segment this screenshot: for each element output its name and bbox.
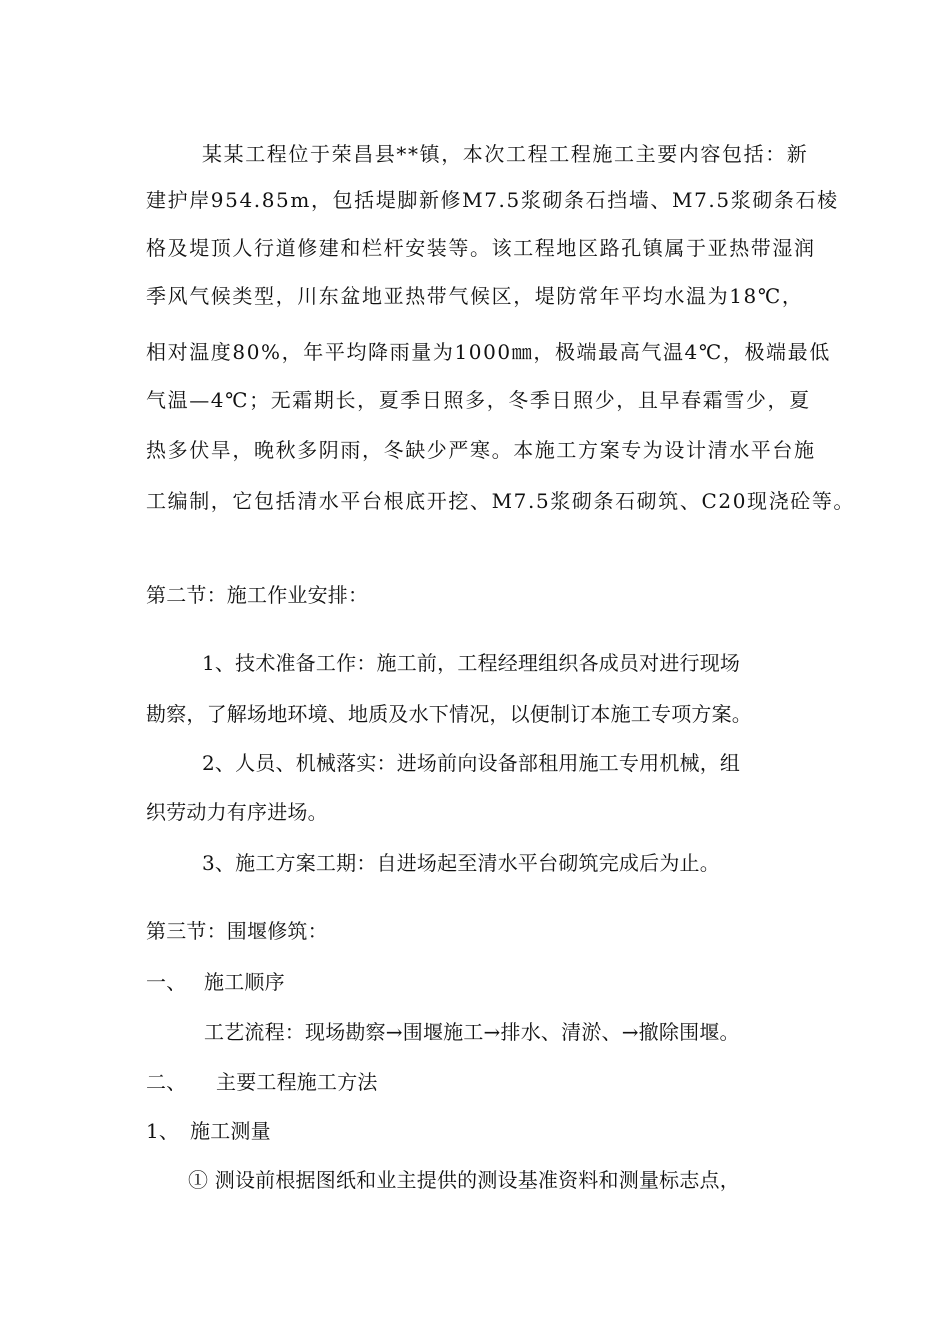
section-3-item-1-label: 1、 <box>146 1119 180 1143</box>
section-3-item-1-title: 施工测量 <box>190 1119 271 1143</box>
section-2-item-2-line-2: 织劳动力有序进场。 <box>146 800 328 824</box>
intro-line-5: 相对温度80%，年平均降雨量为1000㎜，极端最高气温4℃，极端最低 <box>146 340 831 364</box>
intro-line-4: 季风气候类型，川东盆地亚热带气候区，堤防常年平均水温为18℃， <box>146 284 804 308</box>
intro-line-8: 工编制，它包括清水平台根底开挖、M7.5浆砌条石砌筑、C20现浇砼等。 <box>146 489 856 513</box>
section-3-heading: 第三节：围堰修筑： <box>146 919 328 943</box>
section-3-process-flow: 工艺流程：现场勘察→围堰施工→排水、清淤、→撤除围堰。 <box>204 1020 740 1044</box>
section-2-heading: 第二节：施工作业安排： <box>146 583 369 607</box>
section-3-sub-1-label: 一、 <box>146 970 187 994</box>
section-3-bullet-1: ① 测设前根据图纸和业主提供的测设基准资料和测量标志点， <box>188 1168 740 1192</box>
section-3-sub-2-title: 主要工程施工方法 <box>216 1070 378 1094</box>
section-3-sub-2-label: 二、 <box>146 1070 187 1094</box>
intro-line-7: 热多伏旱，晚秋多阴雨，冬缺少严寒。本施工方案专为设计清水平台施 <box>146 438 816 462</box>
section-2-item-2-line-1: 2、人员、机械落实：进场前向设备部租用施工专用机械，组 <box>202 751 741 775</box>
section-2-item-3: 3、施工方案工期：自进场起至清水平台砌筑完成后为止。 <box>202 851 720 875</box>
section-3-sub-1-title: 施工顺序 <box>204 970 285 994</box>
intro-line-6: 气温—4℃；无霜期长，夏季日照多，冬季日照少，且早春霜雪少，夏 <box>146 388 811 412</box>
intro-line-1: 某某工程位于荣昌县**镇，本次工程工程施工主要内容包括：新 <box>202 142 809 166</box>
intro-line-3: 格及堤顶人行道修建和栏杆安装等。该工程地区路孔镇属于亚热带湿润 <box>146 236 816 260</box>
intro-line-2: 建护岸954.85m，包括堤脚新修M7.5浆砌条石挡墙、M7.5浆砌条石棱 <box>146 188 839 212</box>
section-2-item-1-line-2: 勘察，了解场地环境、地质及水下情况，以便制订本施工专项方案。 <box>146 702 752 726</box>
section-2-item-1-line-1: 1、技术准备工作：施工前，工程经理组织各成员对进行现场 <box>202 651 741 675</box>
